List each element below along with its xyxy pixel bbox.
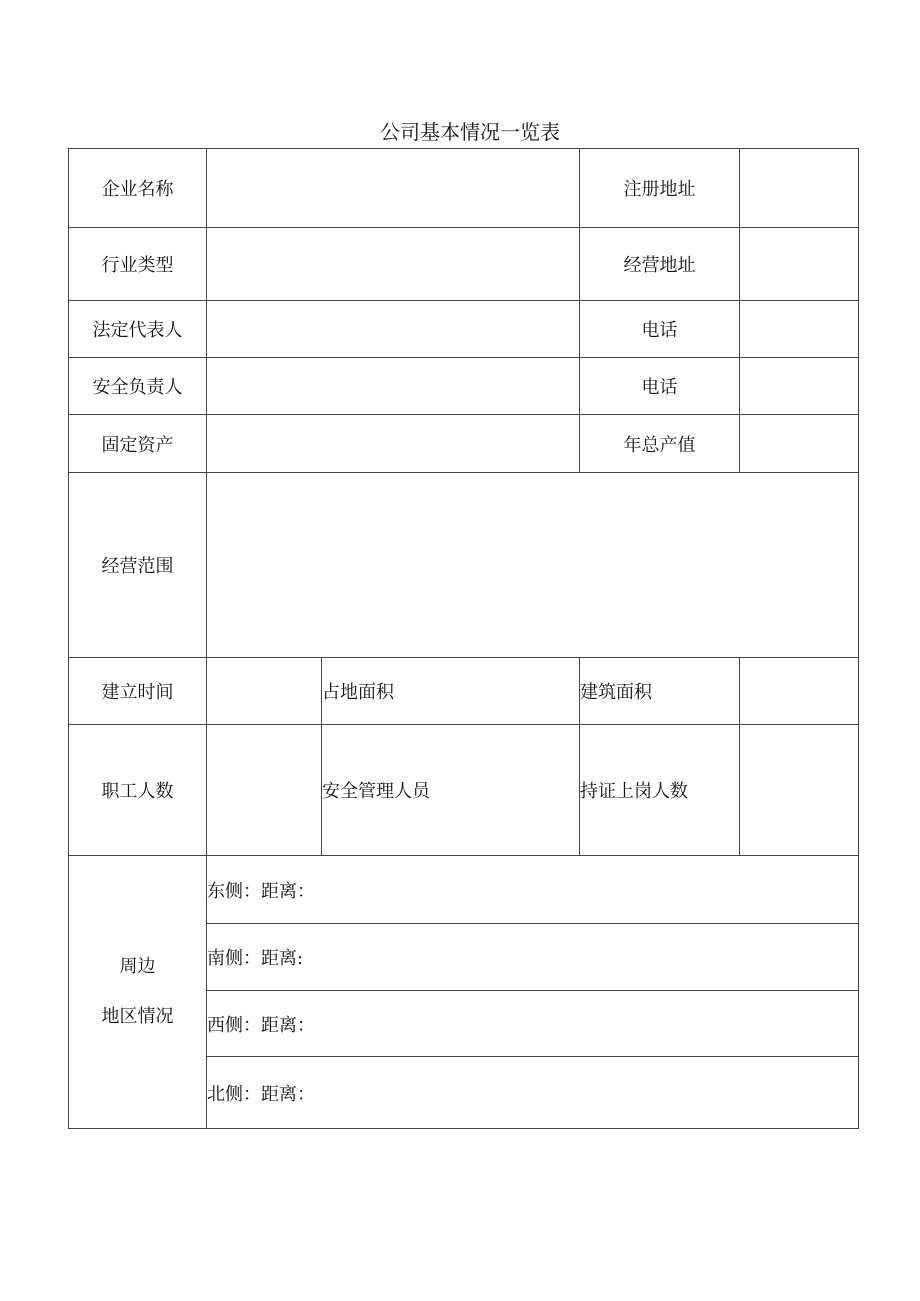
table-row [69, 415, 859, 473]
building-area-label: 建筑面积 [580, 658, 740, 725]
company-name-label: 企业名称 [69, 149, 207, 228]
company-info-table [68, 148, 859, 1129]
certified-staff-label: 持证上岗人数 [580, 725, 740, 856]
company-name-field[interactable] [207, 149, 580, 228]
table-row [69, 856, 859, 924]
south-distance-field[interactable]: 南侧：距离: [207, 924, 859, 991]
north-distance-field[interactable]: 北侧：距离： [207, 1057, 859, 1129]
established-time-label: 建立时间 [69, 658, 207, 725]
annual-output-label: 年总产值 [580, 415, 740, 473]
phone-field-2[interactable] [740, 358, 859, 415]
table-row [69, 149, 859, 228]
phone-label: 电话 [580, 301, 740, 358]
phone-field[interactable] [740, 301, 859, 358]
staff-count-label: 职工人数 [69, 725, 207, 856]
fixed-assets-label: 固定资产 [69, 415, 207, 473]
legal-rep-field[interactable] [207, 301, 580, 358]
business-address-field[interactable] [740, 228, 859, 301]
safety-staff-label: 安全管理人员 [322, 725, 580, 856]
page-title: 公司基本情况一览表 [380, 120, 560, 144]
industry-type-label: 行业类型 [69, 228, 207, 301]
legal-rep-label: 法定代表人 [69, 301, 207, 358]
surroundings-label-line2: 地区情况 [101, 1006, 174, 1027]
table-row [69, 725, 859, 856]
east-distance-field[interactable]: 东侧：距离： [207, 856, 859, 924]
surroundings-label [69, 856, 207, 1129]
west-distance-field[interactable]: 西侧：距离： [207, 991, 859, 1057]
phone-label-2: 电话 [580, 358, 740, 415]
business-scope-label: 经营范围 [69, 473, 207, 658]
business-scope-field[interactable] [207, 473, 859, 658]
registered-address-label: 注册地址 [580, 149, 740, 228]
industry-type-field[interactable] [207, 228, 580, 301]
table-row [69, 658, 859, 725]
registered-address-field[interactable] [740, 149, 859, 228]
safety-manager-field[interactable] [207, 358, 580, 415]
building-area-field[interactable] [740, 658, 859, 725]
table-row [69, 358, 859, 415]
safety-manager-label: 安全负责人 [69, 358, 207, 415]
fixed-assets-field[interactable] [207, 415, 580, 473]
land-area-label: 占地面积 [322, 658, 580, 725]
certified-staff-field[interactable] [740, 725, 859, 856]
established-time-field[interactable] [207, 658, 322, 725]
table-row [69, 228, 859, 301]
surroundings-label-line1: 周边 [119, 956, 156, 977]
business-address-label: 经营地址 [580, 228, 740, 301]
table-row [69, 301, 859, 358]
staff-count-field[interactable] [207, 725, 322, 856]
annual-output-field[interactable] [740, 415, 859, 473]
table-row [69, 473, 859, 658]
